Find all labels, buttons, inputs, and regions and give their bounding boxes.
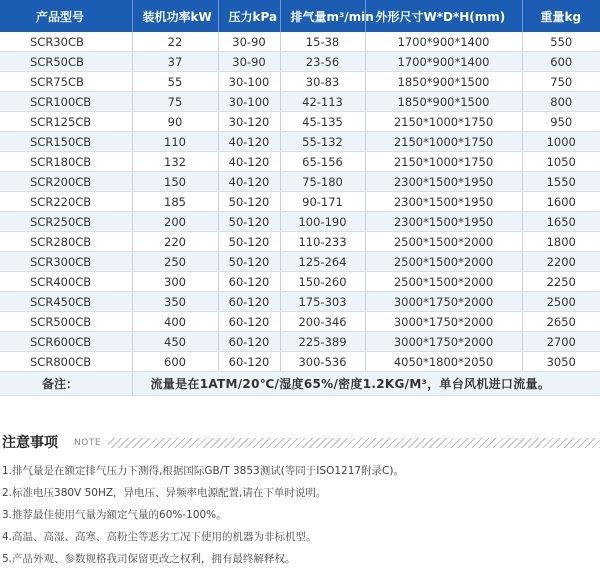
table-cell: SCR400CB xyxy=(0,272,132,292)
note-text: 流量是在1ATM/20℃/湿度65%/密度1.2KG/M³，单台风机进口流量。 xyxy=(132,372,600,396)
note-label: 备注： xyxy=(0,372,132,396)
table-row xyxy=(0,292,600,312)
table-cell: 220 xyxy=(132,232,218,252)
table-cell: SCR600CB xyxy=(0,332,132,352)
table-row xyxy=(0,332,600,352)
table-row xyxy=(0,52,600,72)
table-header-row xyxy=(0,0,600,32)
table-cell: 15-38 xyxy=(280,32,365,52)
table-cell: 50-120 xyxy=(218,212,280,232)
table-row xyxy=(0,32,600,52)
table-cell: 50-120 xyxy=(218,192,280,212)
notes-title: 注意事项 xyxy=(2,435,58,451)
hatch-divider xyxy=(108,438,600,448)
table-cell: 800 xyxy=(522,92,600,112)
table-cell: 3000*1750*2000 xyxy=(365,312,522,332)
table-cell: 110 xyxy=(132,132,218,152)
table-cell: 60-120 xyxy=(218,292,280,312)
table-cell: 225-389 xyxy=(280,332,365,352)
table-cell: 2300*1500*1950 xyxy=(365,172,522,192)
header-airflow: 排气量m³/min xyxy=(280,0,365,32)
notes-list xyxy=(0,460,600,570)
table-cell: SCR100CB xyxy=(0,92,132,112)
table-row xyxy=(0,132,600,152)
table-cell: 1850*900*1500 xyxy=(365,72,522,92)
table-cell: 50-120 xyxy=(218,232,280,252)
table-cell: 132 xyxy=(132,152,218,172)
table-cell: 2500*1500*2000 xyxy=(365,232,522,252)
table-row xyxy=(0,172,600,192)
table-cell: SCR75CB xyxy=(0,72,132,92)
table-cell: 75-180 xyxy=(280,172,365,192)
table-cell: 1050 xyxy=(522,152,600,172)
table-cell: 3000*1750*2000 xyxy=(365,292,522,312)
table-cell: 2200 xyxy=(522,252,600,272)
table-row xyxy=(0,152,600,172)
table-cell: 1850*900*1500 xyxy=(365,92,522,112)
table-row xyxy=(0,92,600,112)
header-power: 装机功率kW xyxy=(132,0,218,32)
notes-subtitle: NOTE xyxy=(74,438,102,448)
table-row xyxy=(0,192,600,212)
table-cell: 60-120 xyxy=(218,352,280,372)
table-row xyxy=(0,232,600,252)
table-cell: 550 xyxy=(522,32,600,52)
table-row xyxy=(0,212,600,232)
table-cell: 37 xyxy=(132,52,218,72)
table-row xyxy=(0,252,600,272)
table-cell: 250 xyxy=(132,252,218,272)
table-cell: SCR150CB xyxy=(0,132,132,152)
table-cell: 42-113 xyxy=(280,92,365,112)
table-cell: 40-120 xyxy=(218,172,280,192)
table-cell: 3000*1750*2000 xyxy=(365,332,522,352)
table-cell: 60-120 xyxy=(218,312,280,332)
table-cell: 2150*1000*1750 xyxy=(365,152,522,172)
table-row xyxy=(0,72,600,92)
table-cell: 75 xyxy=(132,92,218,112)
table-cell: 350 xyxy=(132,292,218,312)
note-item: 1.排气量是在额定排气压力下测得,根据国际GB/T 3853测试(等同于ISO1217附录C)。 xyxy=(2,465,404,477)
table-cell: 2150*1000*1750 xyxy=(365,112,522,132)
table-cell: SCR800CB xyxy=(0,352,132,372)
note-item: 5.产品外观、参数规格我司保留更改之权利，拥有最终解释权。 xyxy=(2,553,296,565)
table-cell: SCR220CB xyxy=(0,192,132,212)
table-cell: 2150*1000*1750 xyxy=(365,132,522,152)
table-row xyxy=(0,312,600,332)
table-cell: 1000 xyxy=(522,132,600,152)
table-cell: 30-100 xyxy=(218,92,280,112)
table-cell: 750 xyxy=(522,72,600,92)
table-cell: 22 xyxy=(132,32,218,52)
table-cell: 300 xyxy=(132,272,218,292)
table-cell: 950 xyxy=(522,112,600,132)
table-cell: SCR300CB xyxy=(0,252,132,272)
table-cell: 40-120 xyxy=(218,132,280,152)
table-cell: 1800 xyxy=(522,232,600,252)
table-cell: 200-346 xyxy=(280,312,365,332)
table-row xyxy=(0,112,600,132)
note-item: 3.推荐最佳使用气量为额定气量的60%-100%。 xyxy=(2,509,227,521)
table-cell: SCR250CB xyxy=(0,212,132,232)
table-cell: 2500 xyxy=(522,292,600,312)
table-cell: 40-120 xyxy=(218,152,280,172)
table-cell: 1700*900*1400 xyxy=(365,32,522,52)
table-cell: 1700*900*1400 xyxy=(365,52,522,72)
table-cell: 150 xyxy=(132,172,218,192)
table-cell: 1650 xyxy=(522,212,600,232)
table-cell: 60-120 xyxy=(218,332,280,352)
table-cell: 1600 xyxy=(522,192,600,212)
table-cell: SCR180CB xyxy=(0,152,132,172)
note-item: 4.高温、高湿、高寒、高粉尘等恶劣工况下使用的机器为非标机型。 xyxy=(2,531,317,543)
table-cell: 30-100 xyxy=(218,72,280,92)
table-cell: SCR200CB xyxy=(0,172,132,192)
table-cell: 2500*1500*2000 xyxy=(365,272,522,292)
table-cell: 2300*1500*1950 xyxy=(365,212,522,232)
table-cell: 90 xyxy=(132,112,218,132)
table-cell: 200 xyxy=(132,212,218,232)
table-cell: 90-171 xyxy=(280,192,365,212)
table-cell: 110-233 xyxy=(280,232,365,252)
table-cell: 30-90 xyxy=(218,52,280,72)
table-cell: 100-190 xyxy=(280,212,365,232)
table-cell: 185 xyxy=(132,192,218,212)
table-cell: 2300*1500*1950 xyxy=(365,192,522,212)
table-cell: 2650 xyxy=(522,312,600,332)
header-model: 产品型号 xyxy=(0,0,132,32)
table-cell: 60-120 xyxy=(218,272,280,292)
table-note-row xyxy=(0,372,600,396)
header-weight: 重量kg xyxy=(522,0,600,32)
table-cell: 175-303 xyxy=(280,292,365,312)
header-pressure: 压力kPa xyxy=(218,0,280,32)
table-cell: 600 xyxy=(522,52,600,72)
table-cell: 30-90 xyxy=(218,32,280,52)
table-cell: 1550 xyxy=(522,172,600,192)
table-cell: 300-536 xyxy=(280,352,365,372)
table-cell: SCR450CB xyxy=(0,292,132,312)
table-cell: 125-264 xyxy=(280,252,365,272)
table-cell: SCR50CB xyxy=(0,52,132,72)
table-cell: 30-83 xyxy=(280,72,365,92)
table-cell: 2500*1500*2000 xyxy=(365,252,522,272)
table-cell: 65-156 xyxy=(280,152,365,172)
table-cell: 50-120 xyxy=(218,252,280,272)
table-cell: 45-135 xyxy=(280,112,365,132)
table-cell: 3050 xyxy=(522,352,600,372)
table-body xyxy=(0,32,600,372)
table-cell: SCR30CB xyxy=(0,32,132,52)
table-cell: 600 xyxy=(132,352,218,372)
table-row xyxy=(0,352,600,372)
table-cell: 4050*1800*2050 xyxy=(365,352,522,372)
table-row xyxy=(0,272,600,292)
table-cell: 30-120 xyxy=(218,112,280,132)
table-cell: SCR125CB xyxy=(0,112,132,132)
header-dimensions: 外形尺寸W*D*H(mm) xyxy=(365,0,522,32)
notes-header xyxy=(0,432,600,454)
table-cell: 2250 xyxy=(522,272,600,292)
table-cell: 55-132 xyxy=(280,132,365,152)
table-cell: 450 xyxy=(132,332,218,352)
table-cell: SCR280CB xyxy=(0,232,132,252)
note-item: 2.标准电压380V 50HZ，异电压、异频率电源配置,请在下单时说明。 xyxy=(2,487,327,499)
table-cell: SCR500CB xyxy=(0,312,132,332)
table-cell: 55 xyxy=(132,72,218,92)
table-cell: 2700 xyxy=(522,332,600,352)
table-cell: 23-56 xyxy=(280,52,365,72)
table-cell: 400 xyxy=(132,312,218,332)
table-cell: 150-260 xyxy=(280,272,365,292)
